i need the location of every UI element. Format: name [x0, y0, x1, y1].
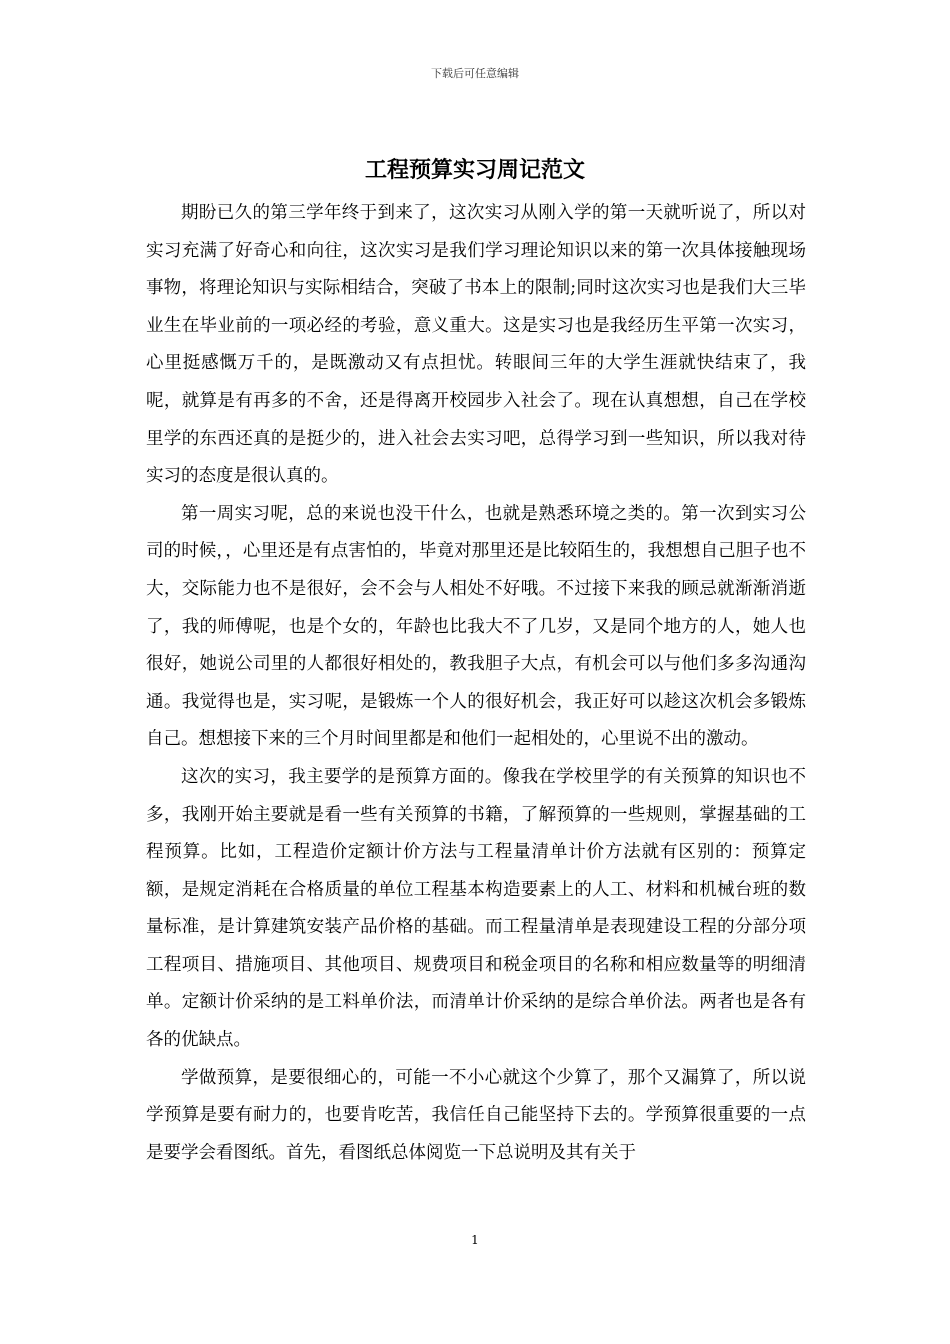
document-title: 工程预算实习周记范文	[364, 157, 585, 183]
paragraph: 期盼已久的第三学年终于到来了，这次实习从刚入学的第一天就听说了，所以对实习充满了好奇心和向往，这次实习是我们学习理论知识以来的第一次具体接触现场事物，将理论知识与实际相结合，突破了书本上的限制;同时这次实习也是我们大三毕业生在毕业前的一项必经的考验，意义重大。这是实习也是我经历生平第一次实习，心里挺感慨万千的，是既激动又有点担忧。转眼间三年的大学生涯就快结束了，我呢，就算是有再多的不舍，还是得离开校园步入社会了。现在认真想想，自己在学校里学的东西还真的是挺少的，进入社会去实习吧，总得学习到一些知识，所以我对待实习的态度是很认真的。	[146, 203, 806, 487]
document-body	[146, 195, 806, 1172]
paragraph: 这次的实习，我主要学的是预算方面的。像我在学校里学的有关预算的知识也不多，我刚开始主要就是看一些有关预算的书籍，了解预算的一些规则，掌握基础的工程预算。比如，工程造价定额计价方法与工程量清单计价方法就有区别的：预算定额，是规定消耗在合格质量的单位工程基本构造要素上的人工、材料和机械台班的数量标准，是计算建筑安装产品价格的基础。而工程量清单是表现建设工程的分部分项工程项目、措施项目、其他项目、规费项目和税金项目的名称和相应数量等的明细清单。定额计价采纳的是工料单价法，而清单计价采纳的是综合单价法。两者也是各有各的优缺点。	[146, 766, 806, 1051]
page-number: 1	[471, 1233, 479, 1247]
paragraph: 第一周实习呢，总的来说也没干什么，也就是熟悉环境之类的。第一次到实习公司的时候，，心里还是有点害怕的，毕竟对那里还是比较陌生的，我想想自己胆子也不大，交际能力也不是很好，会不会与人相处不好哦。不过接下来我的顾忌就渐渐消逝了，我的师傅呢，也是个女的，年龄也比我大不了几岁，又是同个地方的人，她人也很好，她说公司里的人都很好相处的，教我胆子大点，有机会可以与他们多多沟通沟通。我觉得也是，实习呢，是锻炼一个人的很好机会，我正好可以趁这次机会多锻炼自己。想想接下来的三个月时间里都是和他们一起相处的，心里说不出的激动。	[146, 503, 806, 750]
page-header: 下载后可任意编辑	[431, 67, 519, 80]
paragraph: 学做预算，是要很细心的，可能一不小心就这个少算了，那个又漏算了，所以说学预算是要有耐力的，也要肯吃苦，我信任自己能坚持下去的。学预算很重要的一点是要学会看图纸。首先，看图纸总体阅览一下总说明及其有关于	[146, 1067, 806, 1163]
